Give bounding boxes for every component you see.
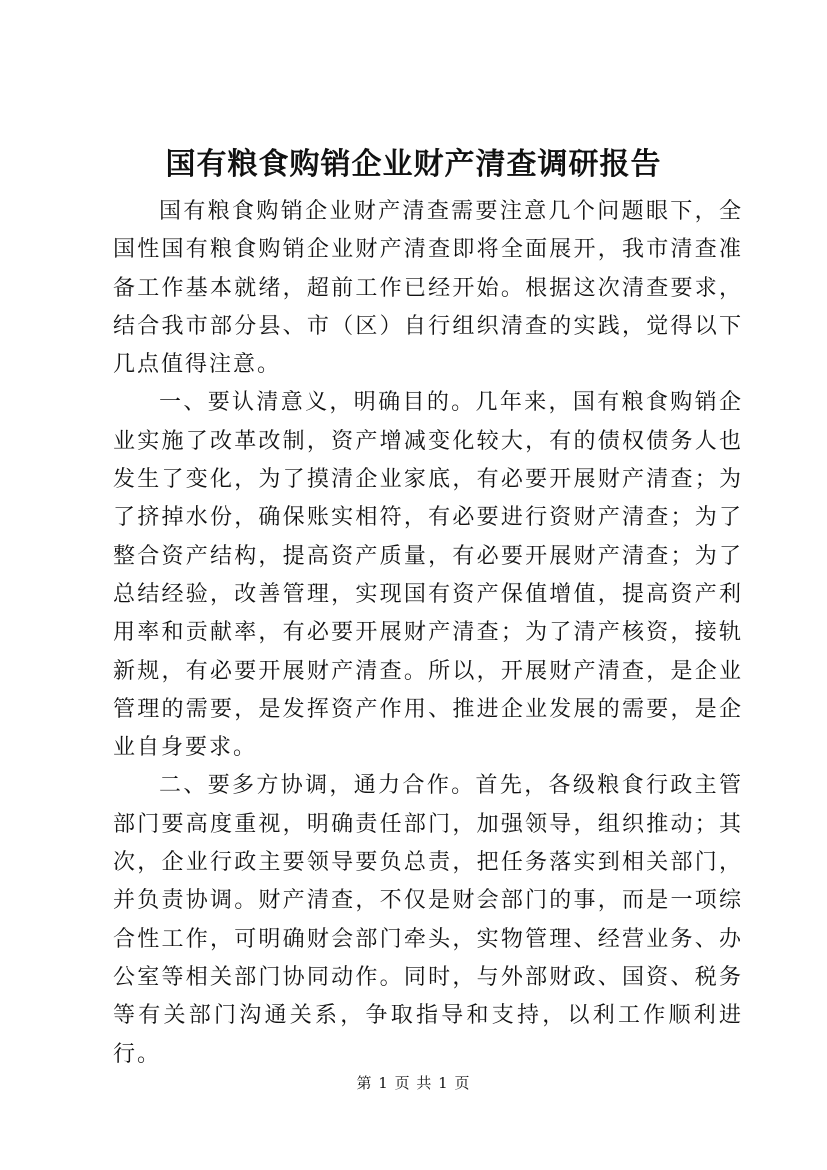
document-body <box>113 193 743 1074</box>
paragraph-section-1: 一、要认清意义，明确目的。几年来，国有粮食购销企业实施了改革改制，资产增减变化较大，有的债权债务人也发生了变化，为了摸清企业家底，有必要开展财产清查；为了挤掉水份，确保账实相符，有必要进行资财产清查；为了整合资产结构，提高资产质量，有必要开展财产清查；为了总结经验，改善管理，实现国有资产保值增值，提高资产利用率和贡献率，有必要开展财产清查；为了清产核资，接轨新规，有必要开展财产清查。所以，开展财产清查，是企业管理的需要，是发挥资产作用、推进企业发展的需要，是企业自身要求。 <box>113 390 743 761</box>
page-footer: 第 1 页 共 1 页 <box>356 1074 471 1092</box>
document-title: 国有粮食购销企业财产清查调研报告 <box>165 147 662 182</box>
paragraph-intro: 国有粮食购销企业财产清查需要注意几个问题眼下，全国性国有粮食购销企业财产清查即将全面展开，我市清查准备工作基本就绪，超前工作已经开始。根据这次清查要求，结合我市部分县、市（区）自行组织清查的实践，觉得以下几点值得注意。 <box>113 199 743 378</box>
paragraph-section-2: 二、要多方协调，通力合作。首先，各级粮食行政主管部门要高度重视，明确责任部门，加强领导，组织推动；其次，企业行政主要领导要负总责，把任务落实到相关部门，并负责协调。财产清查，不仅是财会部门的事，而是一项综合性工作，可明确财会部门牵头，实物管理、经营业务、办公室等相关部门协同动作。同时，与外部财政、国资、税务等有关部门沟通关系，争取指导和支持，以利工作顺利进行。 <box>113 773 743 1067</box>
